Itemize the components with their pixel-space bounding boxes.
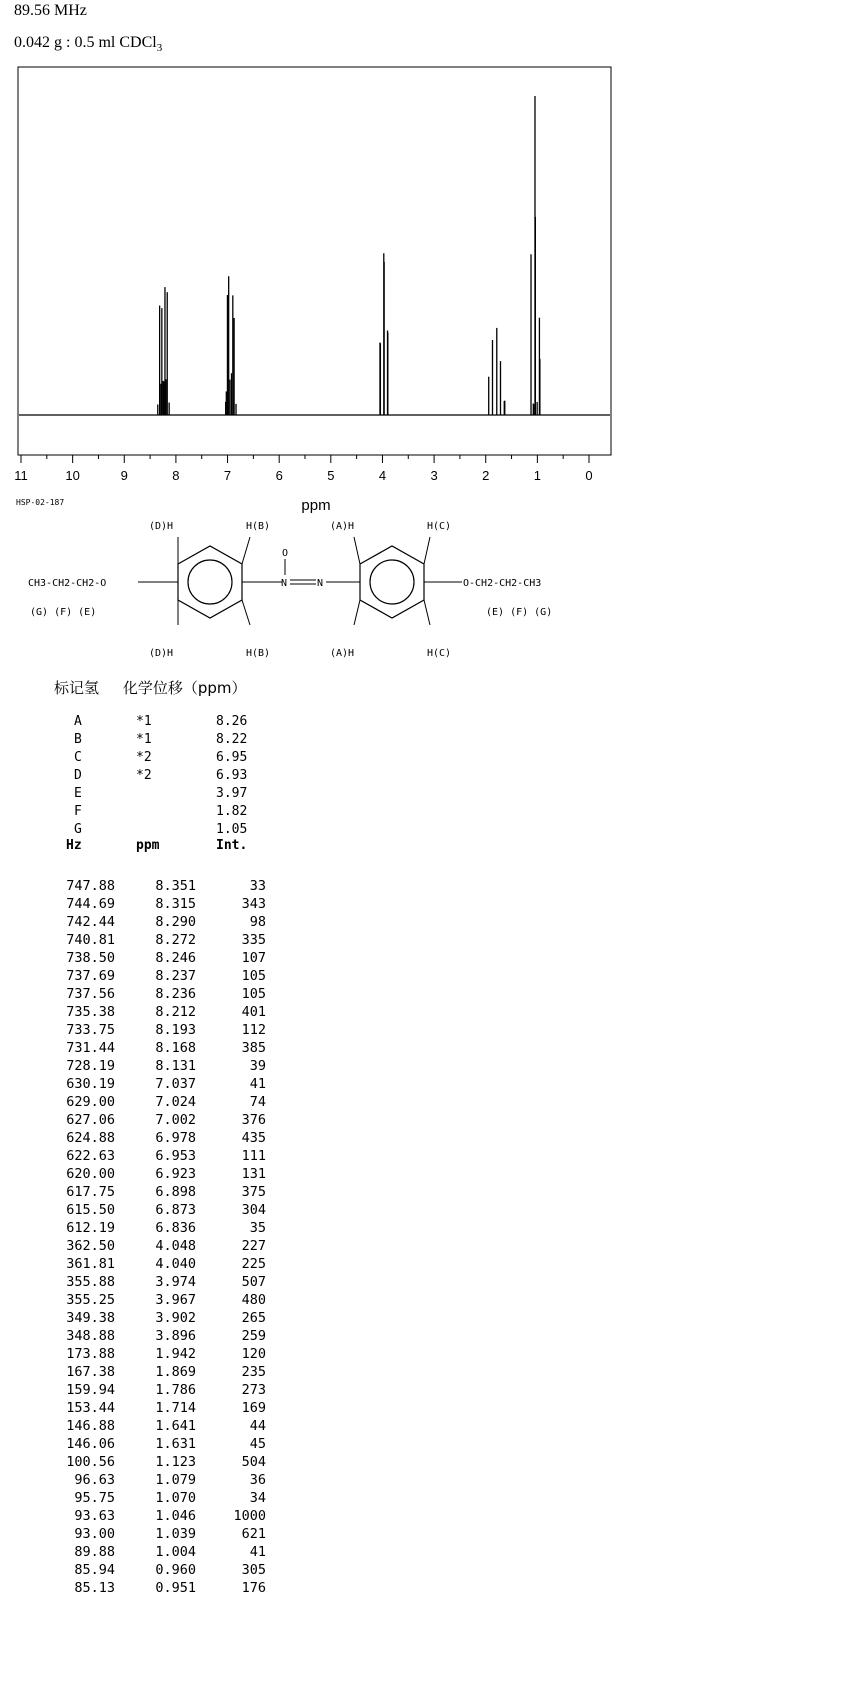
right-bond-top-right: [424, 537, 430, 564]
spectrum-peaks: [158, 96, 540, 415]
peak-hz: 737.56: [66, 986, 115, 1002]
peak-int: 44: [249, 1418, 266, 1434]
nmr-spectrum-chart: [0, 0, 850, 515]
x-tick-label: 11: [14, 468, 28, 483]
peak-ppm: 8.315: [155, 896, 196, 912]
peak-int: 480: [241, 1292, 266, 1308]
label-b-top: H(B): [246, 521, 271, 532]
peak-ppm: 1.070: [155, 1490, 196, 1506]
peak-hz: 146.88: [66, 1418, 115, 1434]
peak-ppm: 1.079: [155, 1472, 196, 1488]
peak-ppm: 8.236: [155, 986, 196, 1002]
assignment-shift: 1.05: [216, 822, 248, 837]
peak-ppm: 0.951: [155, 1580, 196, 1596]
peak-ppm: 8.212: [155, 1004, 196, 1020]
x-tick-label: 8: [172, 468, 180, 483]
peak-ppm: 1.942: [155, 1346, 196, 1362]
x-tick-label: 10: [65, 468, 80, 483]
peak-int: 131: [241, 1166, 266, 1182]
peak-hz: 362.50: [66, 1238, 115, 1254]
assignment-label: D: [74, 768, 82, 783]
peak-hz: 733.75: [66, 1022, 115, 1038]
assignment-note: *2: [136, 750, 152, 765]
spectrometer-frequency: 89.56 MHz: [14, 2, 87, 19]
peak-hz: 612.19: [66, 1220, 115, 1236]
peak-hz: 100.56: [66, 1454, 115, 1470]
assignment-note: *2: [136, 768, 152, 783]
peak-int: 36: [249, 1472, 266, 1488]
peak-header-hz: Hz: [66, 838, 82, 853]
peak-int: 343: [241, 896, 266, 912]
peak-hz: 93.63: [74, 1508, 115, 1524]
peak-int: 375: [241, 1184, 266, 1200]
peak-int: 105: [241, 986, 266, 1002]
x-tick-label: 1: [533, 468, 541, 483]
peak-hz: 740.81: [66, 932, 115, 948]
x-tick-label: 5: [327, 468, 335, 483]
assignment-shift: 1.82: [216, 804, 248, 819]
label-c-top: H(C): [427, 521, 452, 532]
peak-int: 169: [241, 1400, 266, 1416]
right-ring-circle: [370, 560, 414, 604]
peak-int: 41: [249, 1076, 266, 1092]
peak-int: 120: [241, 1346, 266, 1362]
assignment-header: [54, 677, 247, 698]
left-ring-circle: [188, 560, 232, 604]
peak-ppm: 1.869: [155, 1364, 196, 1380]
peak-hz: 731.44: [66, 1040, 115, 1056]
x-tick-label: 0: [585, 468, 593, 483]
peak-ppm: 7.024: [155, 1094, 196, 1110]
assignment-label: E: [74, 786, 82, 801]
left-bond-bot-right: [242, 600, 250, 625]
peak-hz: 624.88: [66, 1130, 115, 1146]
peak-hz: 738.50: [66, 950, 115, 966]
peak-hz: 361.81: [66, 1256, 115, 1272]
assignment-header-shift: 化学位移（ppm）: [122, 679, 247, 697]
peak-hz: 737.69: [66, 968, 115, 984]
peak-hz: 627.06: [66, 1112, 115, 1128]
x-tick-label: 3: [430, 468, 438, 483]
peak-int: 1000: [233, 1508, 266, 1524]
peak-hz: 630.19: [66, 1076, 115, 1092]
peak-hz: 95.75: [74, 1490, 115, 1506]
n-oxide-label: O: [282, 548, 289, 559]
peak-int: 435: [241, 1130, 266, 1146]
peak-hz: 615.50: [66, 1202, 115, 1218]
peak-ppm: 4.040: [155, 1256, 196, 1272]
peak-int: 273: [241, 1382, 266, 1398]
molecule-structure: [0, 515, 850, 675]
peak-hz: 742.44: [66, 914, 115, 930]
label-b-bot: H(B): [246, 648, 271, 659]
right-bond-top-left: [354, 537, 360, 564]
peak-int: 107: [241, 950, 266, 966]
peak-header-ppm: ppm: [136, 838, 160, 853]
peak-ppm: 8.246: [155, 950, 196, 966]
assignment-label: B: [74, 732, 82, 747]
peak-int: 235: [241, 1364, 266, 1380]
peak-ppm: 7.037: [155, 1076, 196, 1092]
peak-int: 265: [241, 1310, 266, 1326]
peak-hz: 629.00: [66, 1094, 115, 1110]
peak-ppm: 8.272: [155, 932, 196, 948]
spectrum-id: HSP-02-187: [16, 498, 65, 507]
label-d-top: (D)H: [149, 521, 174, 532]
peak-ppm: 3.974: [155, 1274, 196, 1290]
peak-hz: 85.94: [74, 1562, 115, 1578]
peak-ppm: 1.004: [155, 1544, 196, 1560]
peak-ppm: 1.641: [155, 1418, 196, 1434]
nitrogen-right-label: N: [317, 578, 324, 589]
peak-int: 35: [249, 1220, 266, 1236]
plot-frame: [18, 67, 611, 455]
peak-int: 227: [241, 1238, 266, 1254]
sample-text: 0.042 g : 0.5 ml CDCl: [14, 34, 157, 51]
left-chain-labels: (G) (F) (E): [30, 607, 97, 618]
x-tick-label: 7: [223, 468, 232, 483]
assignment-note: *1: [136, 732, 152, 747]
left-chain: CH3-CH2-CH2-O: [28, 578, 107, 589]
peak-int: 401: [241, 1004, 266, 1020]
peak-ppm: 6.873: [155, 1202, 196, 1218]
label-d-bot: (D)H: [149, 648, 174, 659]
assignment-shift: 8.22: [216, 732, 248, 747]
peak-int: 45: [249, 1436, 266, 1452]
peak-ppm: 1.123: [155, 1454, 196, 1470]
peak-ppm: 0.960: [155, 1562, 196, 1578]
peak-hz: 146.06: [66, 1436, 115, 1452]
x-axis-tick-labels: [14, 468, 592, 483]
peak-hz: 620.00: [66, 1166, 115, 1182]
peak-hz: 744.69: [66, 896, 115, 912]
peak-int: 305: [241, 1562, 266, 1578]
peak-hz: 355.88: [66, 1274, 115, 1290]
right-bond-bot-left: [354, 600, 360, 625]
right-bond-bot-right: [424, 600, 430, 625]
peak-int: 111: [241, 1148, 266, 1164]
peak-ppm: 8.290: [155, 914, 196, 930]
peak-ppm: 8.131: [155, 1058, 196, 1074]
peak-int: 74: [249, 1094, 266, 1110]
peak-int: 335: [241, 932, 266, 948]
peak-int: 304: [241, 1202, 266, 1218]
peak-ppm: 3.902: [155, 1310, 196, 1326]
peak-ppm: 8.168: [155, 1040, 196, 1056]
peak-ppm: 1.039: [155, 1526, 196, 1542]
assignment-shift: 6.95: [216, 750, 248, 765]
peak-hz: 747.88: [66, 878, 115, 894]
peak-ppm: 1.714: [155, 1400, 196, 1416]
peak-ppm: 8.193: [155, 1022, 196, 1038]
peak-hz: 348.88: [66, 1328, 115, 1344]
assignment-shift: 6.93: [216, 768, 248, 783]
peak-int: 225: [241, 1256, 266, 1272]
x-axis-ticks: [21, 455, 589, 463]
peak-int: 504: [241, 1454, 266, 1470]
peak-int: 507: [241, 1274, 266, 1290]
peak-hz: 735.38: [66, 1004, 115, 1020]
assignment-label: C: [74, 750, 82, 765]
left-bond-top-right: [242, 537, 250, 564]
peak-hz: 153.44: [66, 1400, 115, 1416]
peak-int: 176: [241, 1580, 266, 1596]
peak-int: 41: [249, 1544, 266, 1560]
peak-hz: 728.19: [66, 1058, 115, 1074]
assignment-label: F: [74, 804, 82, 819]
peak-int: 259: [241, 1328, 266, 1344]
peak-int: 39: [249, 1058, 266, 1074]
peak-int: 34: [249, 1490, 266, 1506]
peak-hz: 173.88: [66, 1346, 115, 1362]
peak-ppm: 6.923: [155, 1166, 196, 1182]
peak-int: 621: [241, 1526, 266, 1542]
peak-ppm: 1.046: [155, 1508, 196, 1524]
x-tick-label: 9: [120, 468, 128, 483]
assignment-note: *1: [136, 714, 152, 729]
peak-ppm: 6.836: [155, 1220, 196, 1236]
peak-hz: 167.38: [66, 1364, 115, 1380]
peak-ppm: 6.898: [155, 1184, 196, 1200]
label-a-bot: (A)H: [330, 648, 355, 659]
peak-int: 385: [241, 1040, 266, 1056]
peak-int: 33: [249, 878, 266, 894]
peak-int: 376: [241, 1112, 266, 1128]
peak-hz: 355.25: [66, 1292, 115, 1308]
peak-hz: 89.88: [74, 1544, 115, 1560]
peak-int: 112: [241, 1022, 266, 1038]
peak-ppm: 4.048: [155, 1238, 196, 1254]
peak-ppm: 3.896: [155, 1328, 196, 1344]
peak-hz: 622.63: [66, 1148, 115, 1164]
peak-ppm: 8.351: [155, 878, 196, 894]
peak-hz: 159.94: [66, 1382, 115, 1398]
assignment-shift: 3.97: [216, 786, 248, 801]
peak-ppm: 1.786: [155, 1382, 196, 1398]
peak-hz: 85.13: [74, 1580, 115, 1596]
label-a-top: (A)H: [330, 521, 355, 532]
right-chain: O-CH2-CH2-CH3: [463, 578, 542, 589]
peak-hz: 96.63: [74, 1472, 115, 1488]
peak-ppm: 7.002: [155, 1112, 196, 1128]
peak-hz: 617.75: [66, 1184, 115, 1200]
peak-hz: 349.38: [66, 1310, 115, 1326]
peak-ppm: 8.237: [155, 968, 196, 984]
assignment-shift: 8.26: [216, 714, 248, 729]
x-axis-label: ppm: [301, 497, 331, 514]
label-c-bot: H(C): [427, 648, 452, 659]
peak-ppm: 6.978: [155, 1130, 196, 1146]
peak-ppm: 1.631: [155, 1436, 196, 1452]
right-chain-labels: (E) (F) (G): [486, 607, 553, 618]
peak-header-int: Int.: [216, 838, 248, 853]
peak-int: 98: [249, 914, 266, 930]
peak-ppm: 3.967: [155, 1292, 196, 1308]
x-tick-label: 6: [275, 468, 283, 483]
x-tick-label: 4: [378, 468, 387, 483]
peak-hz: 93.00: [74, 1526, 115, 1542]
peak-ppm: 6.953: [155, 1148, 196, 1164]
assignment-label: A: [74, 714, 82, 729]
nitrogen-left-label: N: [281, 578, 288, 589]
peak-int: 105: [241, 968, 266, 984]
x-tick-label: 2: [482, 468, 490, 483]
sample-subscript: 3: [156, 42, 163, 55]
assignment-header-label: 标记氢: [54, 679, 100, 697]
assignment-label: G: [74, 822, 82, 837]
